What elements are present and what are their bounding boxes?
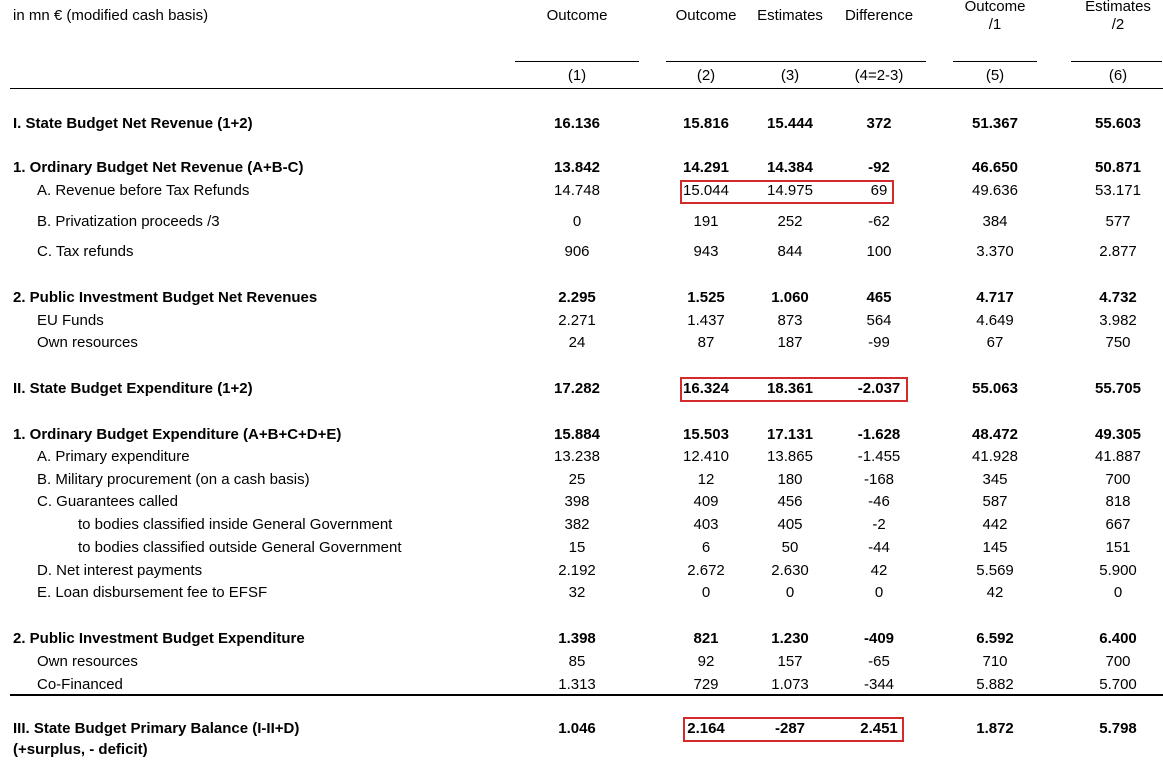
table-cell: -62 xyxy=(868,213,890,230)
row-label: I. State Budget Net Revenue (1+2) xyxy=(13,115,253,132)
table-cell: 15 xyxy=(568,539,586,556)
table-cell: 51.367 xyxy=(972,115,1018,132)
table-cell: 4.649 xyxy=(976,312,1014,329)
row-label: 1. Ordinary Budget Expenditure (A+B+C+D+E) xyxy=(13,426,342,443)
header-rule xyxy=(10,88,1163,89)
table-cell: 85 xyxy=(568,653,586,670)
highlight-box-revenue-before-refunds xyxy=(680,180,894,204)
table-cell: 5.569 xyxy=(976,562,1014,579)
table-cell: 4.717 xyxy=(976,289,1014,306)
table-cell: -99 xyxy=(868,334,890,351)
table-cell: 15.444 xyxy=(767,115,813,132)
row-label: 2. Public Investment Budget Expenditure xyxy=(13,630,305,647)
table-cell: 2.451 xyxy=(860,720,898,737)
table-cell: 2.164 xyxy=(687,720,725,737)
table-cell: 821 xyxy=(693,630,719,647)
col1-title: Outcome xyxy=(546,7,608,24)
row-label-continuation: (+surplus, - deficit) xyxy=(13,741,148,758)
table-cell: 2.672 xyxy=(687,562,725,579)
table-cell: 5.700 xyxy=(1099,676,1137,693)
table-cell: 13.842 xyxy=(554,159,600,176)
highlight-box-state-expenditure xyxy=(680,377,908,402)
table-cell: 100 xyxy=(866,243,892,260)
row-label: to bodies classified inside General Government xyxy=(78,516,393,533)
table-cell: 3.370 xyxy=(976,243,1014,260)
table-cell: 55.063 xyxy=(972,380,1018,397)
table-cell: -2.037 xyxy=(857,380,901,397)
row-label: A. Primary expenditure xyxy=(37,448,190,465)
table-cell: -1.628 xyxy=(857,426,901,443)
table-cell: -92 xyxy=(868,159,890,176)
table-cell: 15.044 xyxy=(683,182,729,199)
col5-header-underline xyxy=(953,61,1037,62)
row-label: III. State Budget Primary Balance (I-II+D) xyxy=(13,720,300,737)
table-cell: 844 xyxy=(777,243,803,260)
table-cell: 0 xyxy=(572,213,582,230)
col4-index: (4=2-3) xyxy=(854,67,904,84)
table-cell: 873 xyxy=(777,312,803,329)
table-cell: 15.503 xyxy=(683,426,729,443)
table-cell: 1.872 xyxy=(976,720,1014,737)
col5-title-suffix: /1 xyxy=(988,16,1002,33)
total-rule xyxy=(10,694,1163,696)
table-cell: 465 xyxy=(866,289,892,306)
table-cell: 14.748 xyxy=(554,182,600,199)
col6-title-suffix: /2 xyxy=(1111,16,1125,33)
table-cell: -2 xyxy=(872,516,886,533)
row-label: D. Net interest payments xyxy=(37,562,203,579)
table-cell: 403 xyxy=(693,516,719,533)
table-cell: 0 xyxy=(785,584,795,601)
table-cell: -44 xyxy=(868,539,890,556)
table-cell: 16.324 xyxy=(683,380,729,397)
table-cell: 50.871 xyxy=(1095,159,1141,176)
table-cell: 151 xyxy=(1105,539,1131,556)
table-cell: 943 xyxy=(693,243,719,260)
table-cell: 906 xyxy=(564,243,590,260)
table-cell: 577 xyxy=(1105,213,1131,230)
col6-title: Estimates xyxy=(1085,0,1151,15)
row-label: 2. Public Investment Budget Net Revenues xyxy=(13,289,318,306)
table-cell: 382 xyxy=(564,516,590,533)
col1-header-underline xyxy=(515,61,639,62)
highlight-box-primary-balance xyxy=(683,717,904,742)
table-cell: 4.732 xyxy=(1099,289,1137,306)
table-cell: 2.271 xyxy=(558,312,596,329)
table-cell: 0 xyxy=(701,584,711,601)
row-label: C. Tax refunds xyxy=(37,243,134,260)
table-cell: -1.455 xyxy=(857,448,901,465)
table-cell: 48.472 xyxy=(972,426,1018,443)
table-cell: 14.291 xyxy=(683,159,729,176)
table-cell: 372 xyxy=(866,115,892,132)
table-cell: 2.630 xyxy=(771,562,809,579)
table-cell: 42 xyxy=(986,584,1004,601)
table-cell: 55.705 xyxy=(1095,380,1141,397)
table-cell: 15.884 xyxy=(554,426,600,443)
table-cell: 729 xyxy=(693,676,719,693)
row-label: Co-Financed xyxy=(37,676,123,693)
row-label: E. Loan disbursement fee to EFSF xyxy=(37,584,268,601)
table-cell: 13.865 xyxy=(767,448,813,465)
table-cell: 13.238 xyxy=(554,448,600,465)
table-cell: 50 xyxy=(781,539,799,556)
table-cell: 2.192 xyxy=(558,562,596,579)
col5-title: Outcome xyxy=(964,0,1026,15)
table-cell: 191 xyxy=(693,213,719,230)
table-cell: 2.295 xyxy=(558,289,596,306)
table-cell: 5.882 xyxy=(976,676,1014,693)
table-cell: 1.060 xyxy=(771,289,809,306)
table-cell: 1.437 xyxy=(687,312,725,329)
table-cell: 456 xyxy=(777,493,803,510)
table-cell: 818 xyxy=(1105,493,1131,510)
table-cell: 180 xyxy=(777,471,803,488)
table-cell: 700 xyxy=(1105,653,1131,670)
row-label: B. Privatization proceeds /3 xyxy=(37,213,220,230)
col2-index: (2) xyxy=(696,67,716,84)
col6-header-underline xyxy=(1071,61,1162,62)
table-cell: 564 xyxy=(866,312,892,329)
table-cell: 24 xyxy=(568,334,586,351)
table-cell: 17.131 xyxy=(767,426,813,443)
table-cell: 41.928 xyxy=(972,448,1018,465)
row-label: Own resources xyxy=(37,334,138,351)
table-cell: 46.650 xyxy=(972,159,1018,176)
table-cell: 69 xyxy=(870,182,888,199)
table-cell: 384 xyxy=(982,213,1008,230)
table-cell: 14.975 xyxy=(767,182,813,199)
table-cell: 49.636 xyxy=(972,182,1018,199)
table-cell: 41.887 xyxy=(1095,448,1141,465)
table-cell: 1.073 xyxy=(771,676,809,693)
col2-4-header-underline xyxy=(666,61,926,62)
table-cell: 42 xyxy=(870,562,888,579)
col1-index: (1) xyxy=(567,67,587,84)
table-cell: -409 xyxy=(863,630,895,647)
col2-title: Outcome xyxy=(675,7,737,24)
table-cell: 5.900 xyxy=(1099,562,1137,579)
row-label: II. State Budget Expenditure (1+2) xyxy=(13,380,253,397)
table-cell: -168 xyxy=(863,471,895,488)
table-cell: 15.816 xyxy=(683,115,729,132)
table-cell: 2.877 xyxy=(1099,243,1137,260)
table-cell: 12.410 xyxy=(683,448,729,465)
table-cell: 667 xyxy=(1105,516,1131,533)
table-cell: 157 xyxy=(777,653,803,670)
row-label: A. Revenue before Tax Refunds xyxy=(37,182,250,199)
row-label: C. Guarantees called xyxy=(37,493,178,510)
table-cell: 14.384 xyxy=(767,159,813,176)
table-cell: 145 xyxy=(982,539,1008,556)
table-cell: 1.046 xyxy=(558,720,596,737)
table-cell: 1.313 xyxy=(558,676,596,693)
row-label: 1. Ordinary Budget Net Revenue (A+B-C) xyxy=(13,159,304,176)
table-cell: 409 xyxy=(693,493,719,510)
table-cell: 398 xyxy=(564,493,590,510)
table-cell: 405 xyxy=(777,516,803,533)
table-cell: 5.798 xyxy=(1099,720,1137,737)
table-cell: 345 xyxy=(982,471,1008,488)
table-cell: 16.136 xyxy=(554,115,600,132)
table-cell: 1.398 xyxy=(558,630,596,647)
table-cell: 252 xyxy=(777,213,803,230)
table-cell: 700 xyxy=(1105,471,1131,488)
table-cell: 187 xyxy=(777,334,803,351)
col4-title: Difference xyxy=(844,7,914,24)
table-cell: 750 xyxy=(1105,334,1131,351)
table-cell: 6.592 xyxy=(976,630,1014,647)
table-cell: 55.603 xyxy=(1095,115,1141,132)
table-cell: 710 xyxy=(982,653,1008,670)
col3-title: Estimates xyxy=(757,7,823,24)
table-cell: 6.400 xyxy=(1099,630,1137,647)
table-cell: 67 xyxy=(986,334,1004,351)
table-cell: 1.230 xyxy=(771,630,809,647)
table-cell: 87 xyxy=(697,334,715,351)
table-cell: 6 xyxy=(701,539,711,556)
col5-index: (5) xyxy=(985,67,1005,84)
table-cell: 25 xyxy=(568,471,586,488)
table-cell: 587 xyxy=(982,493,1008,510)
table-cell: 0 xyxy=(1113,584,1123,601)
unit-label: in mn € (modified cash basis) xyxy=(13,7,209,24)
table-cell: 442 xyxy=(982,516,1008,533)
col6-index: (6) xyxy=(1108,67,1128,84)
table-cell: 3.982 xyxy=(1099,312,1137,329)
row-label: EU Funds xyxy=(37,312,104,329)
table-cell: -46 xyxy=(868,493,890,510)
table-cell: -344 xyxy=(863,676,895,693)
table-cell: -65 xyxy=(868,653,890,670)
table-cell: -287 xyxy=(774,720,806,737)
table-cell: 49.305 xyxy=(1095,426,1141,443)
table-cell: 18.361 xyxy=(767,380,813,397)
row-label: B. Military procurement (on a cash basis) xyxy=(37,471,310,488)
table-cell: 53.171 xyxy=(1095,182,1141,199)
table-cell: 1.525 xyxy=(687,289,725,306)
row-label: Own resources xyxy=(37,653,138,670)
table-cell: 17.282 xyxy=(554,380,600,397)
row-label: to bodies classified outside General Government xyxy=(78,539,402,556)
table-cell: 12 xyxy=(697,471,715,488)
table-cell: 92 xyxy=(697,653,715,670)
table-cell: 0 xyxy=(874,584,884,601)
table-cell: 32 xyxy=(568,584,586,601)
col3-index: (3) xyxy=(780,67,800,84)
